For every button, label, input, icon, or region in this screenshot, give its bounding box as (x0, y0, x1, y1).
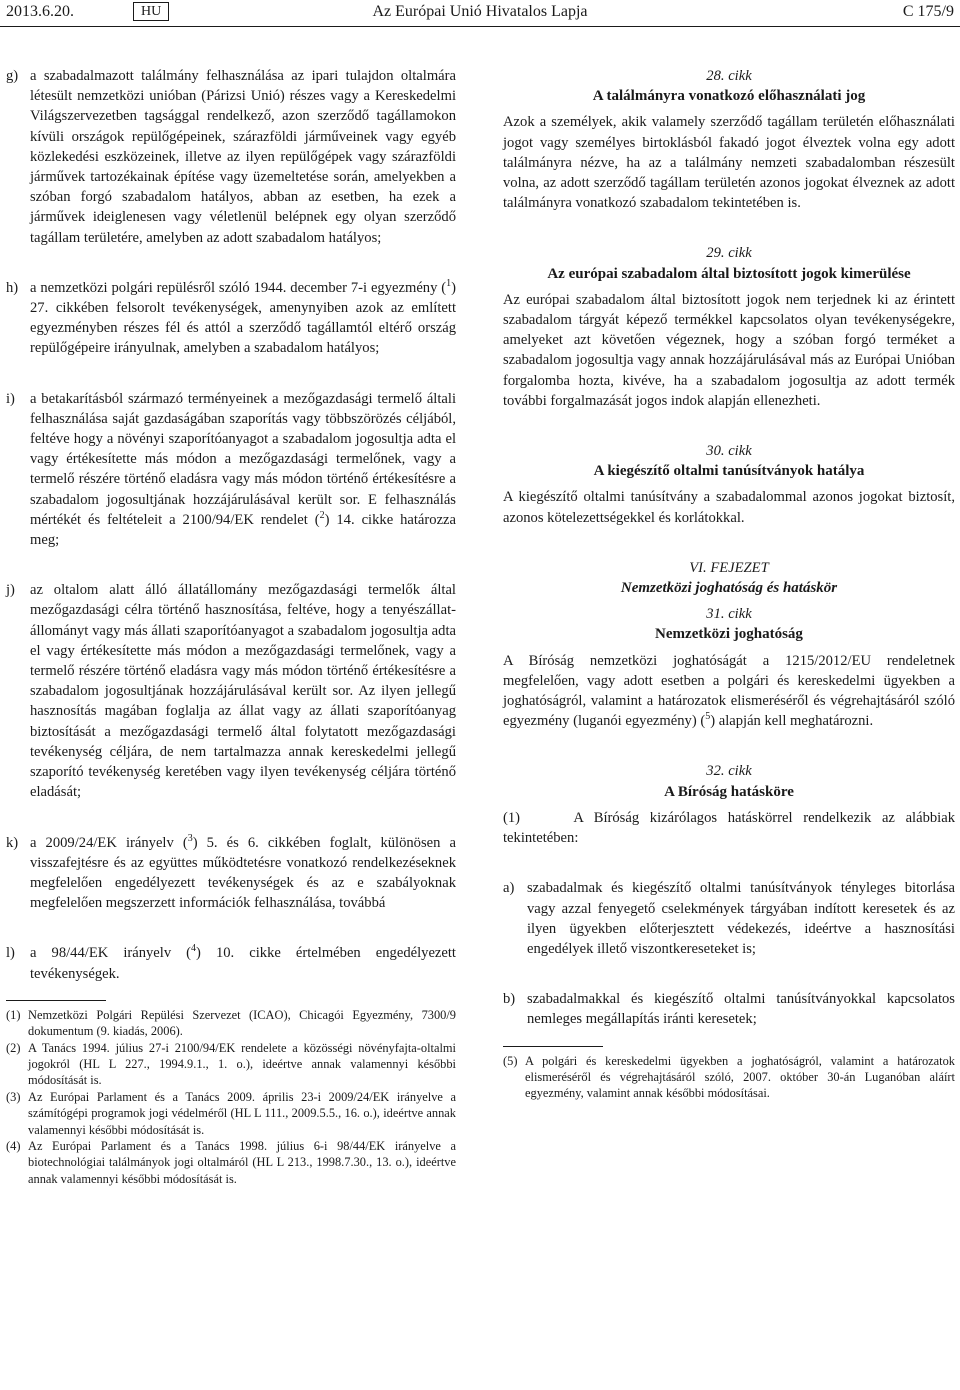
list-item-j (6, 580, 456, 802)
footnote-ref: 4 (191, 943, 197, 955)
article-title: A Bíróság hatásköre (664, 783, 794, 800)
footnote-text: A Tanács 1994. július 27-i 2100/94/EK rendelete a közösségi növényfajta-oltalmi jogokról (HL L 227., 1994.9.1., 1. o.), ideértve annak valamennyi későbbi módosítását is. (28, 1040, 456, 1088)
item-label: j) (6, 582, 15, 599)
journal-title: Az Európai Unió Hivatalos Lapja (372, 3, 588, 20)
footnote-text: Az Európai Parlament és a Tanács 2009. április 23-i 2009/24/EK irányelve a számítógépi programok jogi védelméről (HL L 111., 2009.5.5., 16. o.), ideértve annak valamennyi későbbi módosítását is. (28, 1089, 456, 1137)
item-text: szabadalmakkal és kiegészítő oltalmi tanúsítványokkal kapcsolatos nemleges megállapítás iránti keresetek; (527, 991, 955, 1028)
item-text (30, 943, 456, 983)
list-item-g (6, 66, 456, 248)
item-text-part: a 98/44/EK irányelv ( (30, 945, 192, 962)
chapter-title: Nemzetközi joghatóság és hatáskör (620, 580, 838, 597)
footnote-ref: 1 (446, 277, 452, 289)
footnote-1 (6, 1007, 456, 1040)
article-title: Az európai szabadalom által biztosított jogok kimerülése (547, 265, 911, 282)
article-number: 32. cikk (706, 763, 752, 780)
right-column (503, 66, 955, 1102)
article-text-part: ) alapján kell meghatározni. (710, 713, 874, 730)
footnote-label: (1) (6, 1007, 21, 1022)
footnote-text: A polgári és kereskedelmi ügyekben a joghatóságról, valamint a határozatok elismeréséről és végrehajtásáról szóló, 2007. október 30-án Luganóban aláírt egyezmény, valamint annak későbbi módosításai. (525, 1053, 955, 1101)
item-text: a szabadalmazott találmány felhasználása az ipari tulajdon oltalmára létesült nemzetközi unióban (Párizsi Unió) részes vagy a Kereskedelmi Világszervezetben tagsággal rendelkező, azon szerződő tagállamokon kívüli országok repülőgépeinek, szárazföldi járműveinek vagy egyéb közlekedési eszközeinek, illetve az ilyen repülőgépek vagy szárazföldi járművek tartozékainak építése vagy üzemeltetése során, amelyekben a szóban forgó szabadalom hatályos, abban az esetben, ha ezek a járművek ideiglenesen vagy véletlenül belépnek egy olyan szerződő tagállam területére, amelyben az adott szabadalom hatályos; (30, 68, 456, 246)
article-number: 29. cikk (706, 245, 752, 262)
footnote-ref: 3 (187, 832, 193, 844)
paragraph-label: (1) (503, 809, 521, 826)
article-text: Azok a személyek, akik valamely szerződő tagállam területén előhasználati jogot vagy személyes birtoklásból fakadó jogot élveztek volna egy adott találmányra nézve, ha az a találmány nemzeti szabadalomban részesült volna, az adott szerződő tagállam területén azonos jogokat élveznek az adott találmányra vonatkozó szabadalom tekintetében is. (503, 114, 955, 212)
footnote-label: (5) (503, 1053, 518, 1068)
item-text-part: ) 27. cikkében felsorolt tevékenységek, amenynyiben azok az említett egyezményben részes fél és attól a szerződő tagállamtól eltérő ország repülőgépeire irányulnak, amelyben a szabadalom hatályos; (30, 279, 456, 357)
list-item-b (503, 989, 955, 1029)
item-label: k) (6, 834, 19, 851)
item-label: l) (6, 945, 15, 962)
language-badge: HU (133, 2, 169, 21)
article-text (503, 651, 955, 732)
footnote-text: Az Európai Parlament és a Tanács 1998. július 6-i 98/44/EK irányelve a biotechnológiai találmányok jogi oltalmáról (HL L 213., 1998.7.30., 13. o.), ideértve annak valamennyi későbbi módosítását is. (28, 1138, 456, 1186)
footnote-ref: 5 (705, 711, 711, 723)
item-label: g) (6, 68, 19, 84)
footnote-4 (6, 1138, 456, 1187)
footnote-2 (6, 1040, 456, 1089)
article-paragraph-1 (503, 808, 955, 848)
item-text (30, 278, 456, 359)
item-text-part: ) 10. cikke értelmében engedélyezett tevékenységek. (30, 945, 456, 982)
article-text: Az európai szabadalom által biztosított jogok nem terjednek ki az érintett szabadalom tárgyát képező termékkel kapcsolatos olyan tevékenységekre, amelyeket azt követően végeznek, hogy a szóban forgó terméket a szabadalom jogosultja vagy annak hozzájárulásával más az Európai Unióban forgalomba hozta, kivéve, ha a szabadalom jogosultja az adott termék további forgalmazását jogos indok alapján ellenezheti. (503, 291, 955, 409)
item-label: a) (503, 880, 515, 897)
footnote-5 (503, 1053, 955, 1102)
item-label: b) (503, 991, 516, 1008)
list-item-i (6, 389, 456, 551)
header-rule (0, 26, 960, 27)
list-item-l (6, 943, 456, 983)
item-text (30, 833, 456, 914)
footnote-label: (3) (6, 1089, 21, 1104)
page-header (0, 0, 960, 26)
footnote-rule (503, 1046, 603, 1047)
publication-date: 2013.6.20. (6, 3, 74, 20)
list-item-h (6, 278, 456, 359)
item-text: az oltalom alatt álló állatállomány mezőgazdasági termelők által mezőgazdasági célra történő hasznosítása, feltéve, hogy a tenyészállat-állományt vagy más állati szaporítóanyagot a szabadalom jogosultja adta el vagy értékesítette más módon a mezőgazdasági termelőnek, vagy a termelő részére történő eladásra vagy más módon történő értékesítésre a szabadalom jogosultjának hozzájárulásával került sor. Az ilyen jellegű hasznosítás magában foglalja az állat vagy az állati szaporítóanyag biztosítását a mezőgazdasági termelő által folytatott mezőgazdasági tevékenység céljára, de nem tartalmazza annak kereskedelmi jellegű szaporító tevékenység keretében vagy ilyen tevékenység céljára történő eladását; (30, 582, 456, 801)
item-text: szabadalmak és kiegészítő oltalmi tanúsítványok tényleges bitorlása vagy azzal fenyegető cselekmények tárgyában indított keresetek és az ilyen ügyekben előterjesztett védekezés, ideértve a hasznosítási engedélyek illető viszontkereseteket is; (527, 880, 955, 957)
article-title: A találmányra vonatkozó előhasználati jog (592, 88, 866, 105)
item-text-part: a 2009/24/EK irányelv ( (30, 834, 188, 851)
article-text-part: A Bíróság nemzetközi joghatóságát a 1215/2012/EU rendeletnek megfelelően, vagy adott esetben a polgári és kereskedelmi ügyekben a joghatóságról, valamint a határozatok elismeréséről és végrehajtásáról szóló egyezmény (luganói egyezmény) ( (503, 652, 955, 730)
item-text-part: a nemzetközi polgári repülésről szóló 1944. december 7-i egyezmény ( (30, 279, 447, 296)
article-number: 28. cikk (706, 68, 752, 84)
footnote-text: Nemzetközi Polgári Repülési Szervezet (ICAO), Chicagói Egyezmény, 7300/9 dokumentum (9. kiadás, 2006). (28, 1007, 456, 1039)
paragraph-text: A Bíróság kizárólagos hatáskörrel rendelkezik az alábbiak tekintetében: (503, 809, 955, 847)
item-text-part: ) 14. cikke határozza meg; (30, 511, 456, 549)
article-number: 30. cikk (706, 443, 752, 460)
left-column (6, 66, 456, 1187)
item-text-part: a betakarításból származó terményeinek a mezőgazdasági termelő általi felhasználása saját gazdaságában szaporítás vagy többszörözés céljából, feltéve hogy a növényi szaporítóanyagot a szabadalom jogosultja adta el vagy értékesítette más módon a mezőgazdasági termelőnek, vagy a termelő részére történő eladásra vagy más módon történő értékesítésre a szabadalom jogosultjának hozzájárulásával került sor. E felhasználás mértékét és feltételeit a 2100/94/EK rendelet ( (30, 390, 456, 528)
article-text: A kiegészítő oltalmi tanúsítvány a szabadalommal azonos jogokat biztosít, azonos kötelezettségekkel és korlátokkal. (503, 489, 955, 526)
list-item-k (6, 833, 456, 914)
footnote-label: (2) (6, 1040, 21, 1055)
item-text (30, 389, 456, 551)
footnote-3 (6, 1089, 456, 1138)
list-item-a (503, 878, 955, 959)
article-title: Nemzetközi joghatóság (655, 626, 803, 643)
page-number: C 175/9 (902, 3, 954, 20)
item-label: h) (6, 279, 19, 296)
footnote-rule (6, 1000, 106, 1001)
item-text-part: ) 5. és 6. cikkében foglalt, különösen a visszafejtésre és az együttes működtetésre vonatkozó rendelkezéseknek megfelelően engedélyezett tevékenységek és az e szabályoknak megfelelően megszerzett információk felhasználása, továbbá (30, 834, 456, 912)
chapter-number: VI. FEJEZET (689, 559, 769, 576)
footnote-label: (4) (6, 1138, 21, 1153)
item-label: i) (6, 390, 15, 407)
footnote-ref: 2 (319, 510, 325, 521)
article-title: A kiegészítő oltalmi tanúsítványok hatálya (593, 463, 865, 480)
article-number: 31. cikk (706, 606, 752, 623)
